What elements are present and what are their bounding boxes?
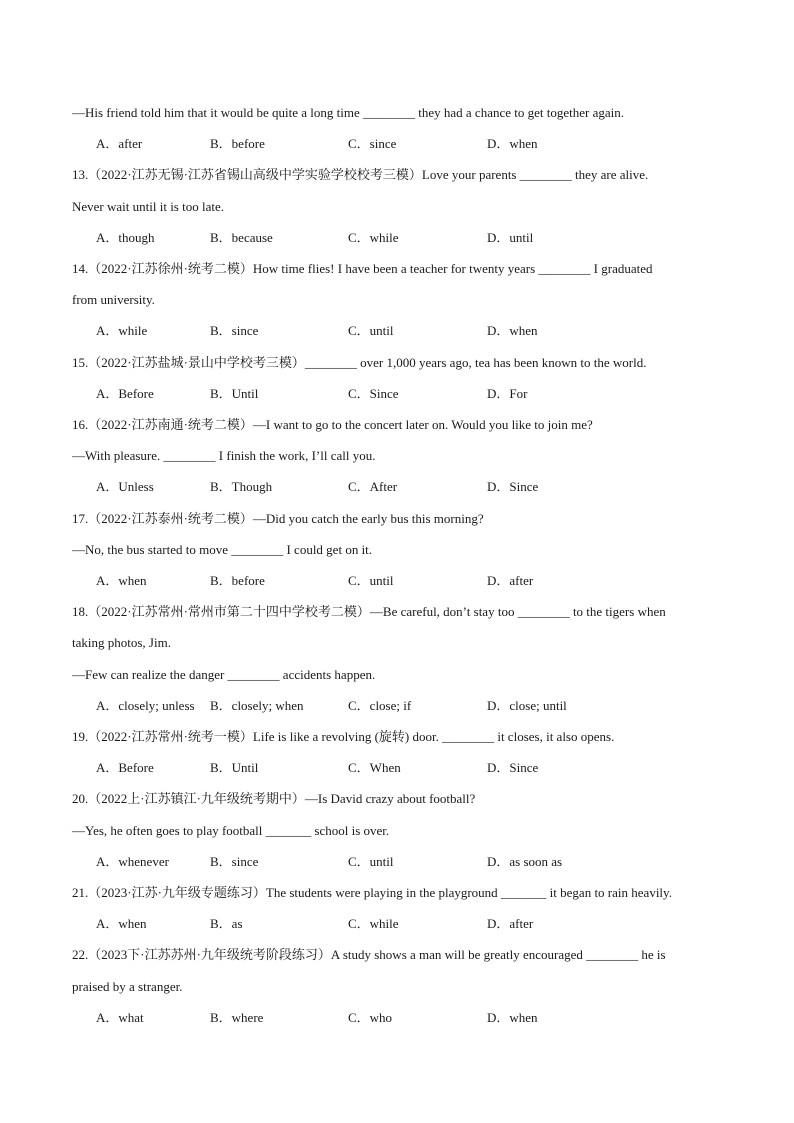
question-text-line: 22.（2023下·江苏苏州·九年级统考阶段练习）A study shows a man will be greatly encouraged ________ he is (72, 947, 666, 963)
answer-option: A．though (96, 229, 155, 245)
answer-option: A．Before (96, 385, 154, 401)
answer-option: B．since (210, 853, 259, 869)
answer-option: C．until (348, 323, 394, 339)
answer-option: D．Since (487, 479, 539, 495)
answer-option: D．when (487, 1009, 538, 1025)
question-text-line: taking photos, Jim. (72, 635, 171, 651)
answer-option: B．Until (210, 760, 259, 776)
question-text-line: 19.（2022·江苏常州·统考一模）Life is like a revolving (旋转) door. ________ it closes, it also opens. (72, 729, 615, 744)
question-text-line: 15.（2022·江苏盐城·景山中学校考三模）________ over 1,000 years ago, tea has been known to the world. (72, 354, 647, 370)
question-text-line: —Yes, he often goes to play football _______ school is over. (72, 822, 390, 838)
question-text-line: 21.（2023·江苏·九年级专题练习）The students were playing in the playground _______ it began to rain heavily. (72, 885, 672, 900)
answer-option: D．after (487, 916, 534, 932)
question-text-line: —No, the bus started to move ________ I could get on it. (72, 541, 373, 557)
answer-option: C．Since (348, 385, 399, 401)
question-text-line: from university. (72, 292, 155, 308)
answer-option: C．After (348, 479, 398, 495)
answer-option: A．when (96, 573, 147, 588)
question-text-line: 16.（2022·江苏南通·统考二模）—I want to go to the concert later on. Would you like to join me? (72, 417, 593, 432)
answer-option: A．while (96, 323, 148, 339)
answer-option: C．until (348, 573, 394, 588)
question-text-line: 14.（2022·江苏徐州·统考二模）How time flies! I have been a teacher for twenty years ________ I graduated (72, 261, 653, 276)
question-text-line: —With pleasure. ________ I finish the work, I’ll call you. (72, 448, 376, 464)
answer-option: A．what (96, 1009, 144, 1025)
answer-option: A．closely; unless (96, 697, 195, 713)
answer-option: B．before (210, 573, 265, 588)
answer-option: C．who (348, 1009, 393, 1025)
answer-option: A．whenever (96, 853, 169, 869)
answer-option: C．When (348, 760, 401, 776)
question-text-line: —His friend told him that it would be quite a long time ________ they had a chance to get together again. (72, 105, 625, 120)
answer-option: A．when (96, 916, 147, 932)
answer-option: C．while (348, 229, 399, 245)
answer-option: B．Until (210, 385, 259, 401)
question-text-line: Never wait until it is too late. (72, 198, 224, 214)
answer-option: D．Since (487, 760, 539, 776)
question-text-line: praised by a stranger. (72, 978, 183, 994)
answer-option: A．Unless (96, 479, 154, 495)
answer-option: B．as (210, 916, 243, 932)
answer-option: B．since (210, 323, 259, 339)
answer-option: D．when (487, 136, 538, 152)
question-text-line: 20.（2022上·江苏镇江·九年级统考期中）—Is David crazy about football? (72, 791, 476, 807)
question-text-line: —Few can realize the danger ________ accidents happen. (72, 666, 376, 682)
answer-option: B．because (210, 229, 273, 245)
answer-option: A．after (96, 136, 143, 152)
answer-option: D．after (487, 573, 534, 588)
answer-option: B．before (210, 136, 265, 152)
answer-option: C．since (348, 136, 397, 152)
question-text-line: 18.（2022·江苏常州·常州市第二十四中学校考二模）—Be careful, don’t stay too ________ to the tigers when (72, 604, 666, 620)
answer-option: D．For (487, 385, 528, 401)
answer-option: D．until (487, 229, 534, 245)
answer-option: B．closely; when (210, 697, 304, 713)
answer-option: A．Before (96, 760, 154, 776)
question-text-line: 13.（2022·江苏无锡·江苏省锡山高级中学实验学校校考三模）Love your parents ________ they are alive. (72, 167, 649, 183)
answer-option: D．as soon as (487, 853, 563, 869)
question-text-line: 17.（2022·江苏泰州·统考二模）—Did you catch the early bus this morning? (72, 510, 484, 526)
answer-option: C．close; if (348, 697, 412, 713)
answer-option: B．where (210, 1009, 264, 1025)
answer-option: D．when (487, 323, 538, 339)
answer-option: B．Though (210, 479, 273, 495)
answer-option: C．while (348, 916, 399, 932)
answer-option: D．close; until (487, 697, 567, 713)
answer-option: C．until (348, 853, 394, 869)
